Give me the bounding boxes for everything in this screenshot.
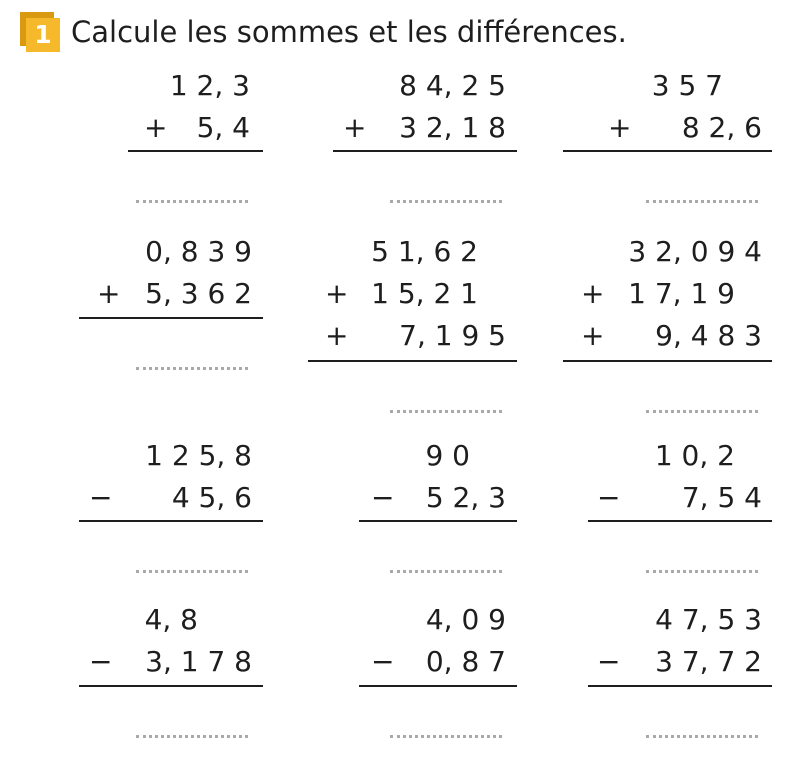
answer-blank[interactable] [136,200,248,203]
operator-sign: + [581,319,605,352]
operator-sign: + [343,111,367,144]
answer-blank[interactable] [390,200,502,203]
operator-sign: + [325,319,349,352]
operand: 5, 3 6 2 [145,277,252,310]
operator-sign: − [597,481,621,514]
operand: 8 4, 2 5 [399,69,506,102]
answer-blank[interactable] [390,410,502,413]
answer-blank[interactable] [136,735,248,738]
operand: 8 2, 6 [681,111,762,144]
operator-sign: − [371,645,395,678]
operator-sign: − [597,645,621,678]
operand: 4, 0 9 [425,603,506,636]
operand: 4 7, 5 3 [655,603,762,636]
operand: 1 0, 2 [654,439,735,472]
operand: 9, 4 8 3 [655,319,762,352]
operator-sign: − [371,481,395,514]
answer-blank[interactable] [646,200,758,203]
result-line [588,520,772,522]
answer-blank[interactable] [646,735,758,738]
operand: 3 5 7 [651,69,723,102]
result-line [79,685,263,687]
result-line [79,317,263,319]
answer-blank[interactable] [390,570,502,573]
operand: 1 2, 3 [169,69,250,102]
result-line [563,150,772,152]
operand: 3 7, 7 2 [655,645,762,678]
operator-sign: − [89,645,113,678]
operator-sign: − [89,481,113,514]
exercise-instruction: Calcule les sommes et les différences. [71,15,627,49]
result-line [333,150,517,152]
operand: 0, 8 7 [425,645,506,678]
result-line [563,360,772,362]
operator-sign: + [608,111,632,144]
operand: 5 1, 6 2 [371,235,478,268]
operator-sign: + [144,111,168,144]
operand: 5, 4 [196,111,250,144]
operand: 4 5, 6 [171,481,252,514]
operand: 3 2, 0 9 4 [628,235,762,268]
result-line [359,685,517,687]
operand: 1 5, 2 1 [371,277,478,310]
operand: 1 2 5, 8 [145,439,252,472]
exercise-number-badge [20,12,60,52]
result-line [79,520,263,522]
answer-blank[interactable] [646,410,758,413]
operator-sign: + [97,277,121,310]
operand: 9 0 [425,439,470,472]
result-line [359,520,517,522]
operator-sign: + [581,277,605,310]
answer-blank[interactable] [136,570,248,573]
result-line [128,150,263,152]
operand: 0, 8 3 9 [145,235,252,268]
answer-blank[interactable] [390,735,502,738]
result-line [308,360,517,362]
operand: 3, 1 7 8 [145,645,252,678]
operand: 1 7, 1 9 [628,277,735,310]
operand: 7, 1 9 5 [399,319,506,352]
result-line [588,685,772,687]
operand: 4, 8 [144,603,198,636]
answer-blank[interactable] [136,367,248,370]
operator-sign: + [325,277,349,310]
operand: 5 2, 3 [425,481,506,514]
exercise-number: 1 [26,18,60,52]
answer-blank[interactable] [646,570,758,573]
operand: 3 2, 1 8 [399,111,506,144]
operand: 7, 5 4 [681,481,762,514]
